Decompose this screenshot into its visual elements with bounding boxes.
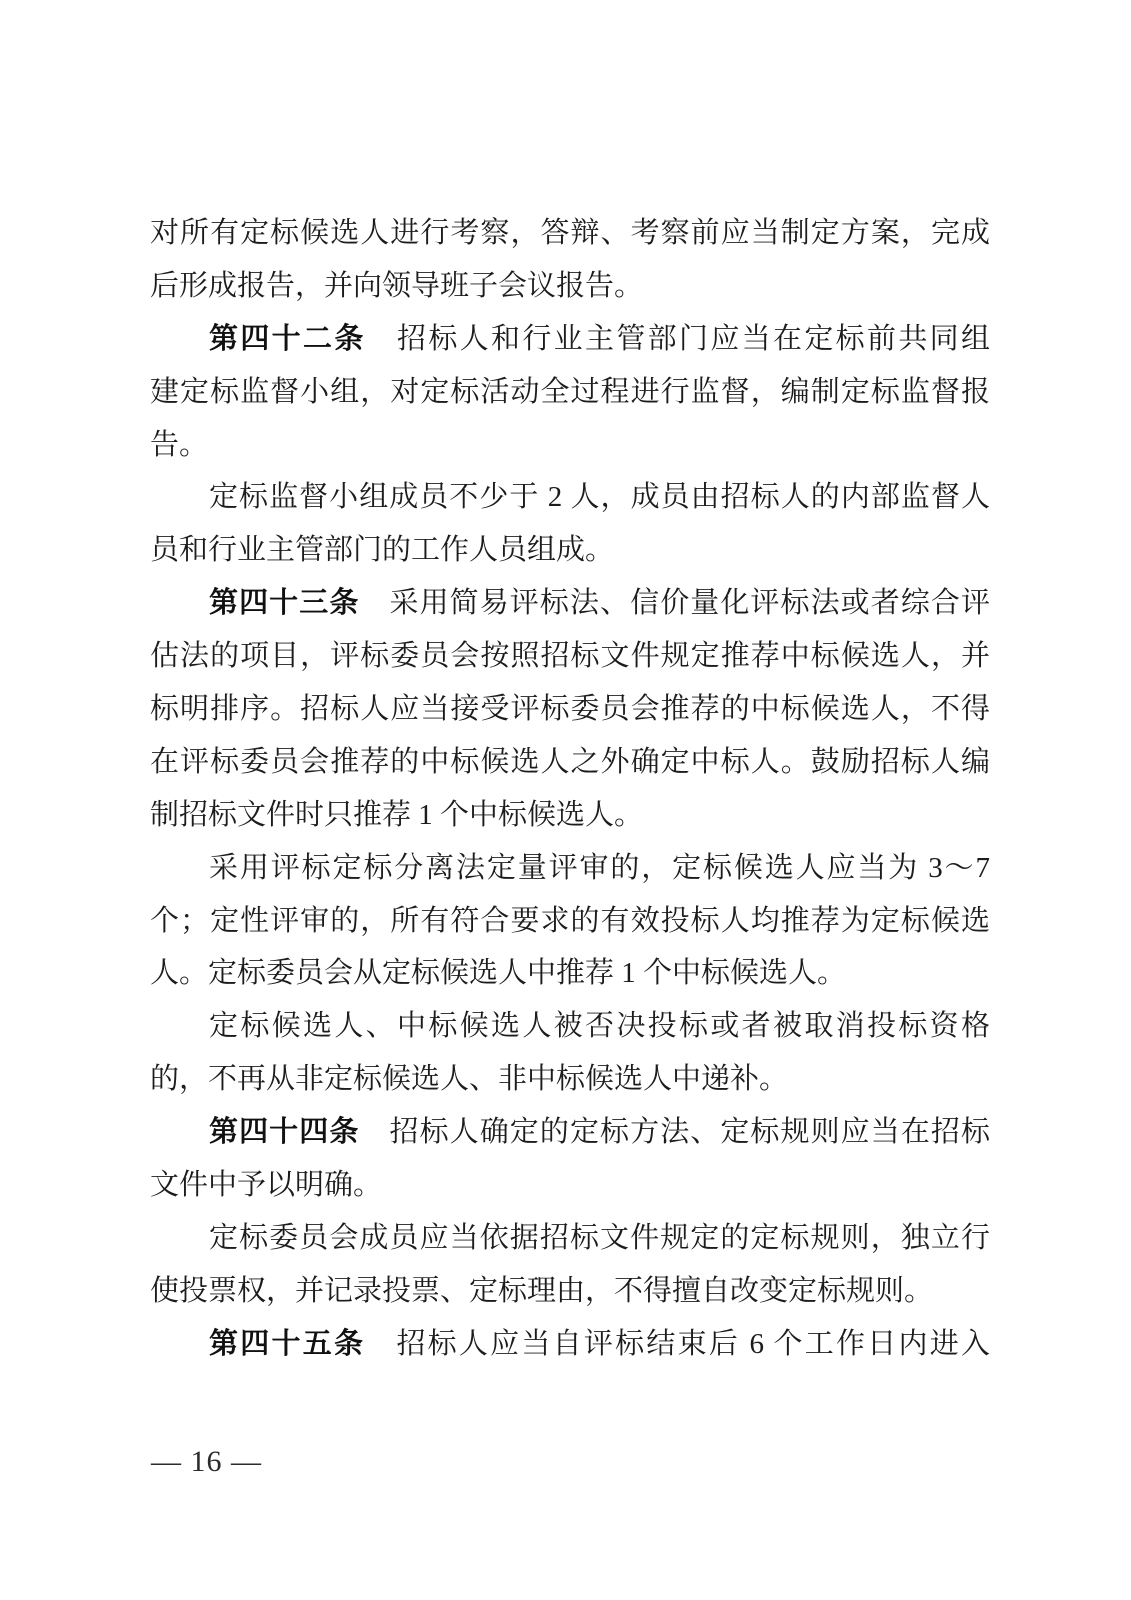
- text-line: 告。: [150, 428, 209, 461]
- text-line: 对所有定标候选人进行考察，答辩、考察前应当制定方案，完成: [150, 217, 990, 249]
- text-line: 标明排序。招标人应当接受评标委员会推荐的中标候选人，不得: [150, 693, 990, 726]
- text-line: 采用评标定标分离法定量评审的，定标候选人应当为 3～7: [209, 851, 990, 884]
- text-line: 定标候选人、中标候选人被否决投标或者被取消投标资格: [209, 1010, 990, 1043]
- text-line: 定标委员会成员应当依据招标文件规定的定标规则，独立行: [209, 1221, 990, 1254]
- article-number: 第四十三条: [209, 587, 360, 620]
- text-line: 建定标监督小组，对定标活动全过程进行监督，编制定标监督报: [150, 375, 990, 408]
- text-line: 文件中予以明确。: [150, 1169, 383, 1202]
- text-line: 估法的项目，评标委员会按照招标文件规定推荐中标候选人，并: [150, 640, 990, 673]
- article-number: 第四十四条: [209, 1116, 360, 1149]
- page-footer: [151, 1442, 262, 1482]
- text-line: 后形成报告，并向领导班子会议报告。: [150, 269, 644, 302]
- page-number: — 16 —: [151, 1445, 262, 1478]
- text-line: 制招标文件时只推荐 1 个中标候选人。: [150, 798, 644, 831]
- text-line: 第四十四条 招标人确定的定标方法、定标规则应当在招标: [209, 1116, 990, 1149]
- article-number: 第四十五条: [209, 1327, 366, 1360]
- text-line: 在评标委员会推荐的中标候选人之外确定中标人。鼓励招标人编: [150, 745, 990, 778]
- text-line: 定标监督小组成员不少于 2 人，成员由招标人的内部监督人: [209, 481, 990, 514]
- text-line: 的，不再从非定标候选人、非中标候选人中递补。: [150, 1063, 789, 1096]
- text-line: 第四十五条 招标人应当自评标结束后 6 个工作日内进入: [209, 1327, 990, 1360]
- text-line: 第四十三条 采用简易评标法、信价量化评标法或者综合评: [209, 587, 990, 620]
- article-number: 第四十二条: [209, 322, 366, 355]
- text-line: 人。定标委员会从定标候选人中推荐 1 个中标候选人。: [150, 957, 847, 990]
- text-line: 员和行业主管部门的工作人员组成。: [150, 534, 615, 567]
- text-line: 第四十二条 招标人和行业主管部门应当在定标前共同组: [209, 322, 990, 355]
- document-body: [150, 207, 990, 1371]
- text-line: 使投票权，并记录投票、定标理由，不得擅自改变定标规则。: [150, 1274, 934, 1307]
- text-line: 个；定性评审的，所有符合要求的有效投标人均推荐为定标候选: [150, 904, 990, 937]
